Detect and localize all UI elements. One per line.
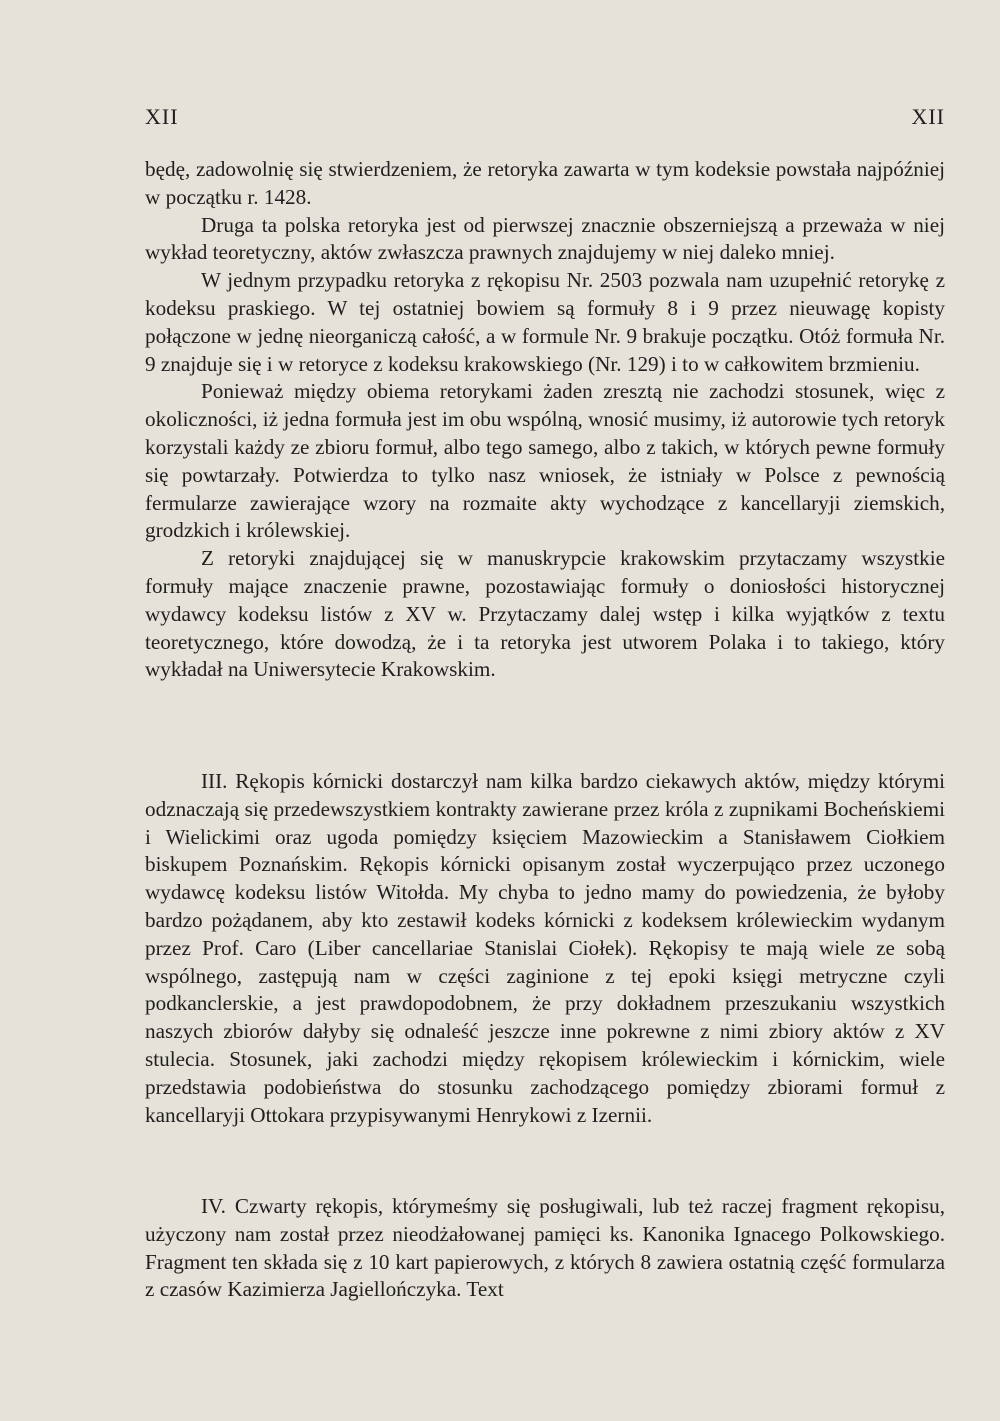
section-iv <box>145 1193 945 1304</box>
body-text-block-1 <box>145 156 945 684</box>
page-number-left: XII <box>145 104 179 129</box>
section-iii <box>145 768 945 1129</box>
paragraph-rekopis-kornicki: III. Rękopis kórnicki dostarczył nam kilka bardzo ciekawych aktów, między którymi odznaczają się przedewszystkiem kontrakty zawierane przez króla z zupnikami Bocheńskiemi i Wielickimi oraz ugoda pomiędzy księciem Mazowieckim a Stanisławem Ciołkiem biskupem Poznańskim. Rękopis kórnicki opisanym został wyczerpująco przez uczonego wydawcę kodeksu listów Witołda. My chyba to jedno mamy do powiedzenia, że byłoby bardzo pożądanem, aby kto zestawił kodeks kórnicki z kodeksem królewieckim wydanym przez Prof. Caro (Liber cancellariae Stanislai Ciołek). Rękopisy te mają wiele ze sobą wspólnego, zastępują nam w części zaginione z tej epoki księgi metryczne czyli podkanclerskie, a jest prawdopodobnem, że przy dokładnem przeszukaniu wszystkich naszych zbiorów dałyby się odnaleść jeszcze inne pokrewne z nimi zbiory aktów z XV stulecia. Stosunek, jaki zachodzi między rękopisem królewieckim i kórnickim, wiele przedstawia podobieństwa do stosunku zachodzącego pomiędzy zbiorami formuł z kancellaryji Ottokara przypisywanymi Henrykowi z Izernii. <box>145 769 945 1127</box>
paragraph-czwarty-rekopis: IV. Czwarty rękopis, którymeśmy się posługiwali, lub też raczej fragment rękopisu, użyczony nam został przez nieodżałowanej pamięci ks. Kanonika Ignacego Polkowskiego. Fragment ten składa się z 10 kart papierowych, z których 8 zawiera ostatnią część formularza z czasów Kazimierza Jagiellończyka. Text <box>145 1194 945 1302</box>
paragraph-rekopis-2503: W jednym przypadku retoryka z rękopisu Nr. 2503 pozwala nam uzupełnić retorykę z kodeksu praskiego. W tej ostatniej bowiem są formuły 8 i 9 przez nieuwagę kopisty połączone w jednę nieorganiczą całość, a w formule Nr. 9 brakuje początku. Otóż formuła Nr. 9 znajduje się i w retoryce z kodeksu krakowskiego (Nr. 129) i to w całkowitem brzmieniu. <box>145 268 945 376</box>
paragraph-second-retoryka: Druga ta polska retoryka jest od pierwszej znacznie obszerniejszą a przeważa w niej wykład teoretyczny, aktów zwłaszcza prawnych znajdujemy w niej daleko mniej. <box>145 212 945 265</box>
paragraph-wspolna-formula: Ponieważ między obiema retorykami żaden zresztą nie zachodzi stosunek, więc z okoliczności, iż jedna formuła jest im obu wspólną, wnosić musimy, iż autorowie tych retoryk korzystali każdy ze zbioru formuł, albo tego samego, albo z takich, w których pewne formuły się powtarzały. Potwierdza to tylko nasz wniosek, że istniały w Polsce z pewnością fermularze zawierające wzory na rozmaite akty wychodzące z kancellaryji ziemskich, grodzkich i królewskiej. <box>145 379 945 543</box>
paragraph-retoryka-krakowska: Z retoryki znajdującej się w manuskrypcie krakowskim przytaczamy wszystkie formuły mające znaczenie prawne, pozostawiając formuły o doniosłości historycznej wydawcy kodeksu listów z XV w. Przytaczamy dalej wstęp i kilka wyjątków z textu teoretycznego, które dowodzą, że i ta retoryka jest utworem Polaka i to takiego, który wykładał na Uniwersytecie Krakowskim. <box>145 546 945 682</box>
page-number-right: XII <box>911 104 945 129</box>
page-header <box>145 104 945 140</box>
paragraph-continuation: będę, zadowolnię się stwierdzeniem, że retoryka zawarta w tym kodeksie powstała najpóźniej w początku r. 1428. <box>145 157 945 209</box>
